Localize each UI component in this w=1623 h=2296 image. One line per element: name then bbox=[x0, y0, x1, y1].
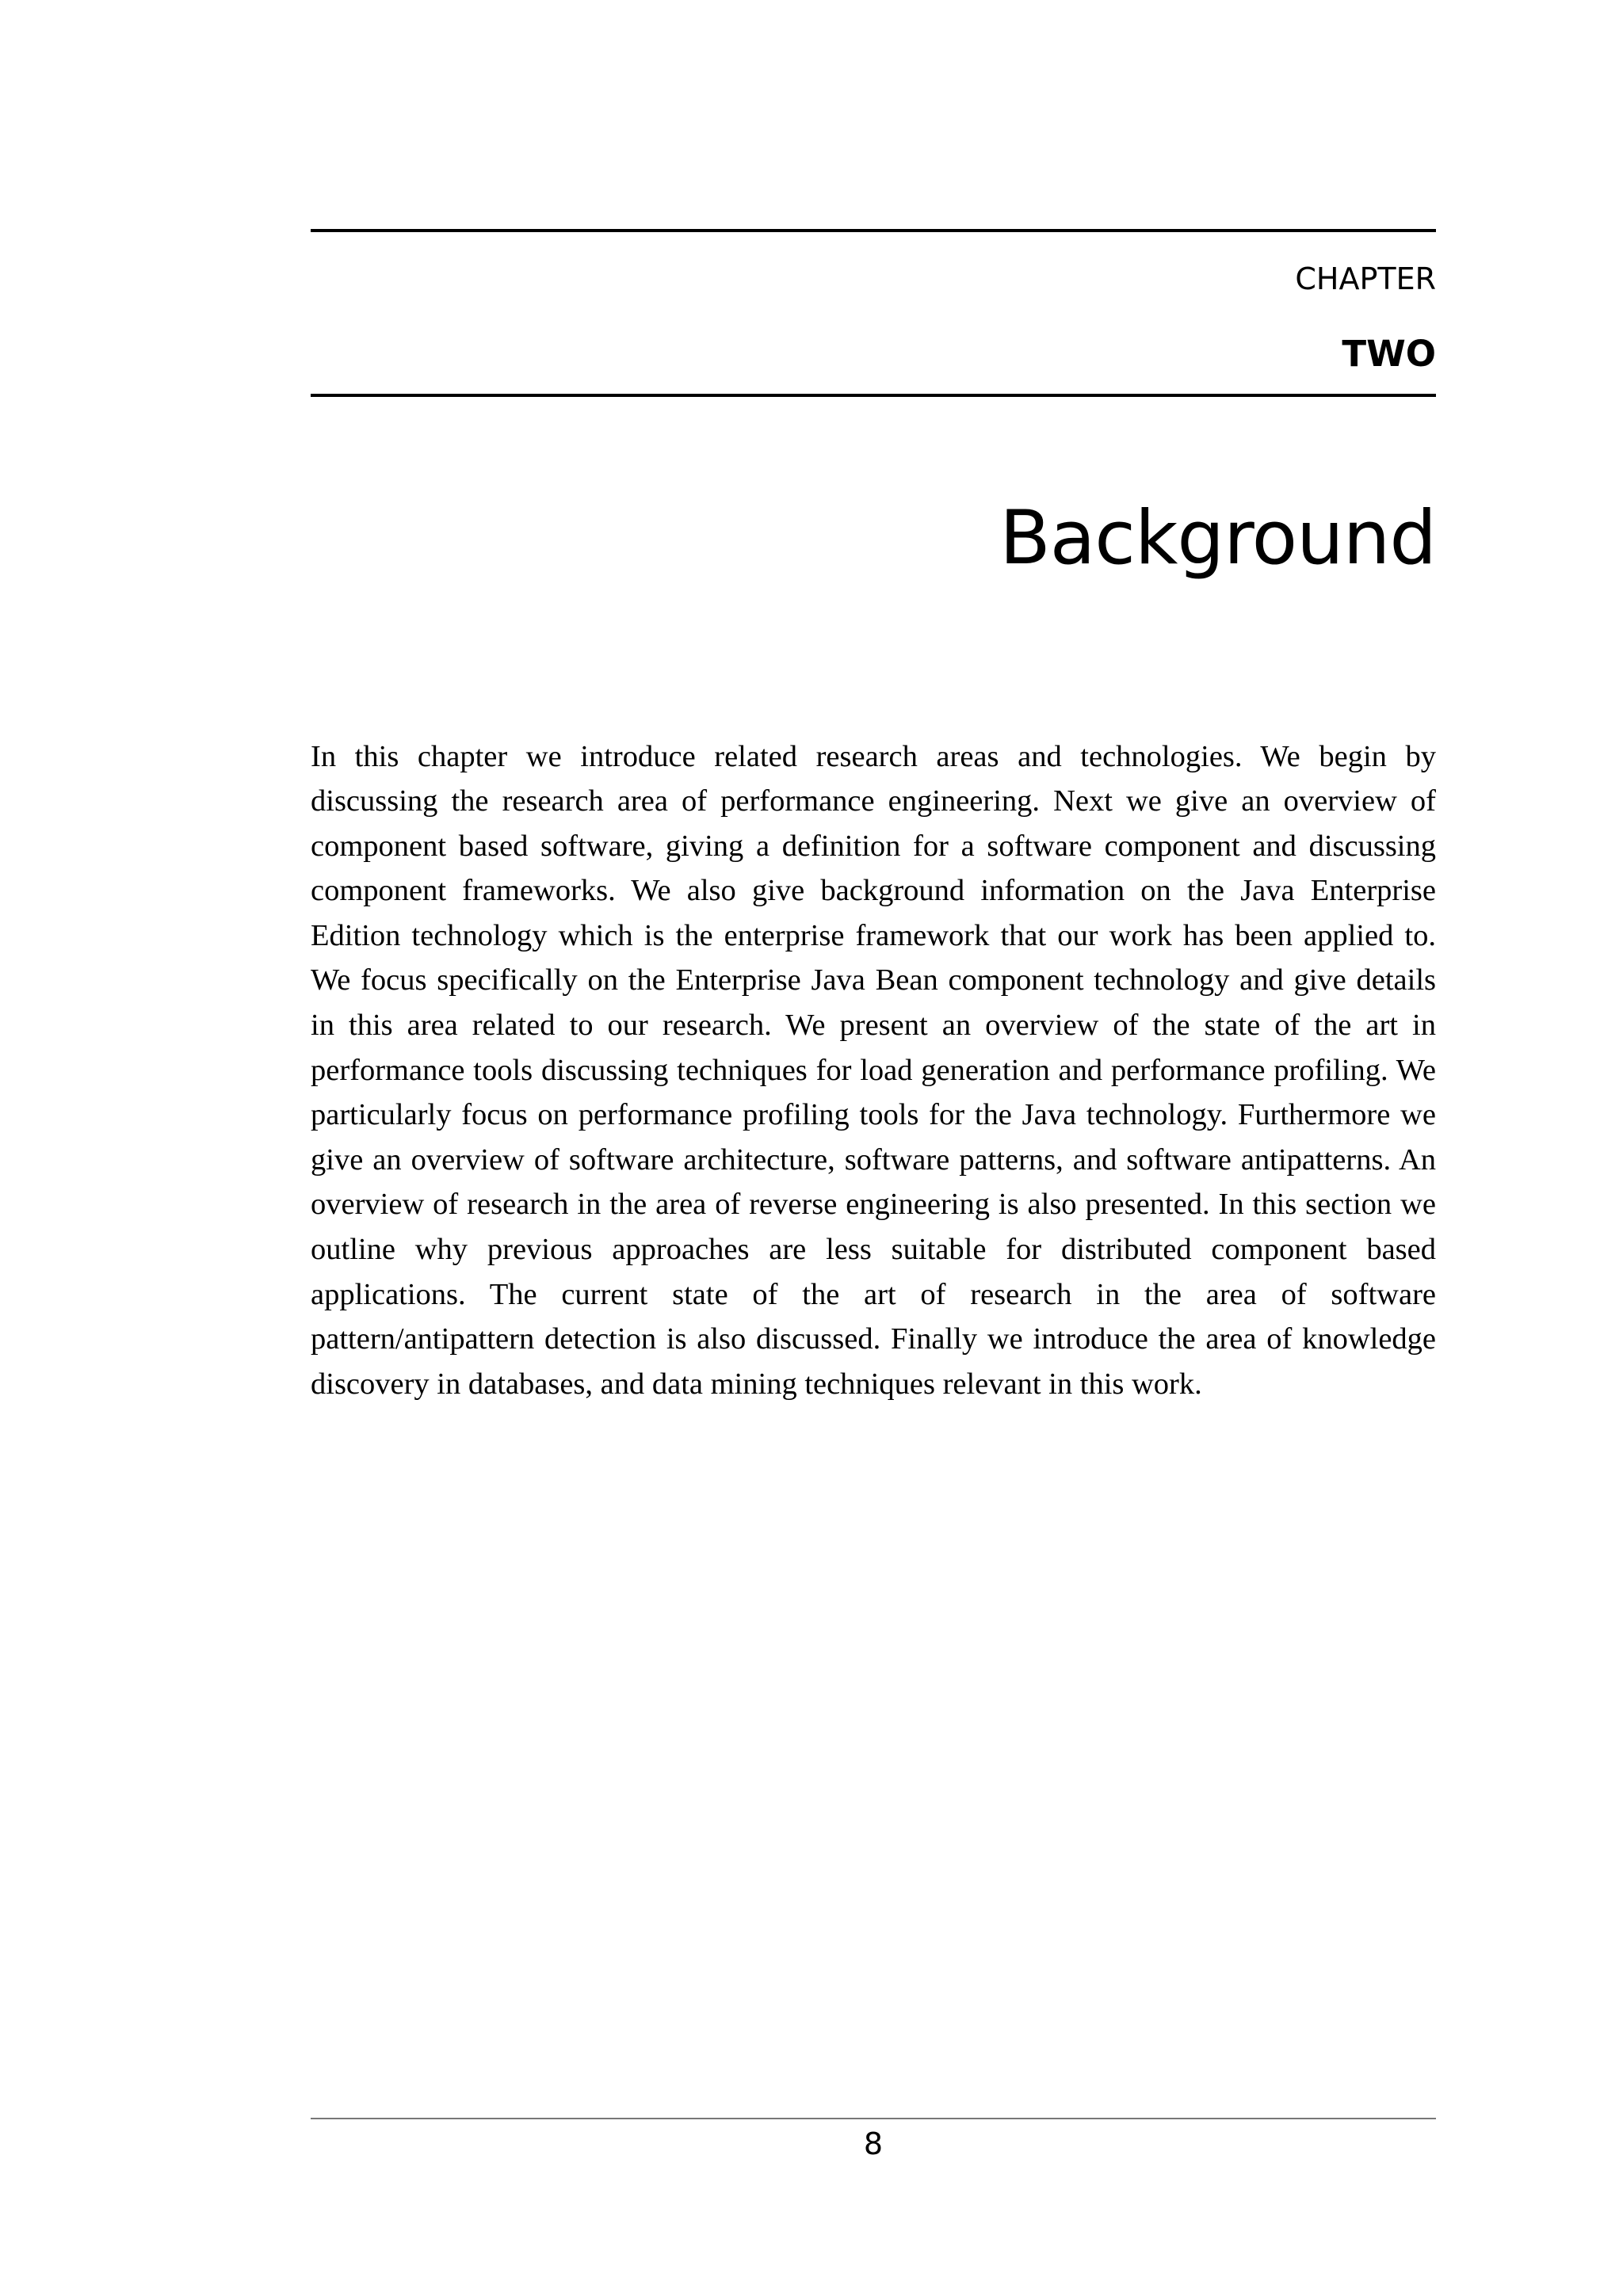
page-number: 8 bbox=[863, 2126, 884, 2161]
chapter-label: CHAPTER bbox=[1295, 261, 1436, 296]
chapter-bottom-rule bbox=[311, 394, 1436, 397]
intro-paragraph: In this chapter we introduce related research areas and technologies. We begin by discussing the research area of performance engineering. Next we give an overview of component based software, giving a definition for a software component and discussing component frameworks. We also give background information on the Java Enterprise Edition technology which is the enterprise framework that our work has been applied to. We focus specifically on the Enterprise Java Bean component technology and give details in this area related to our research. We present an overview of the state of the art in performance tools discussing techniques for load generation and performance profiling. We particularly focus on performance profiling tools for the Java technology. Furthermore we give an overview of software architecture, software patterns, and software antipatterns. An overview of research in the area of reverse engineering is also presented. In this section we outline why previous approaches are less suitable for distributed component based applications. The current state of the art of research in the area of software pattern/antipattern detection is also discussed. Finally we introduce the area of knowledge discovery in databases, and data mining techniques relevant in this work. bbox=[311, 739, 1436, 1401]
chapter-number: TWO bbox=[1342, 333, 1436, 375]
chapter-top-rule bbox=[311, 229, 1436, 232]
footer-rule bbox=[311, 2118, 1436, 2119]
chapter-title: Background bbox=[999, 495, 1436, 582]
